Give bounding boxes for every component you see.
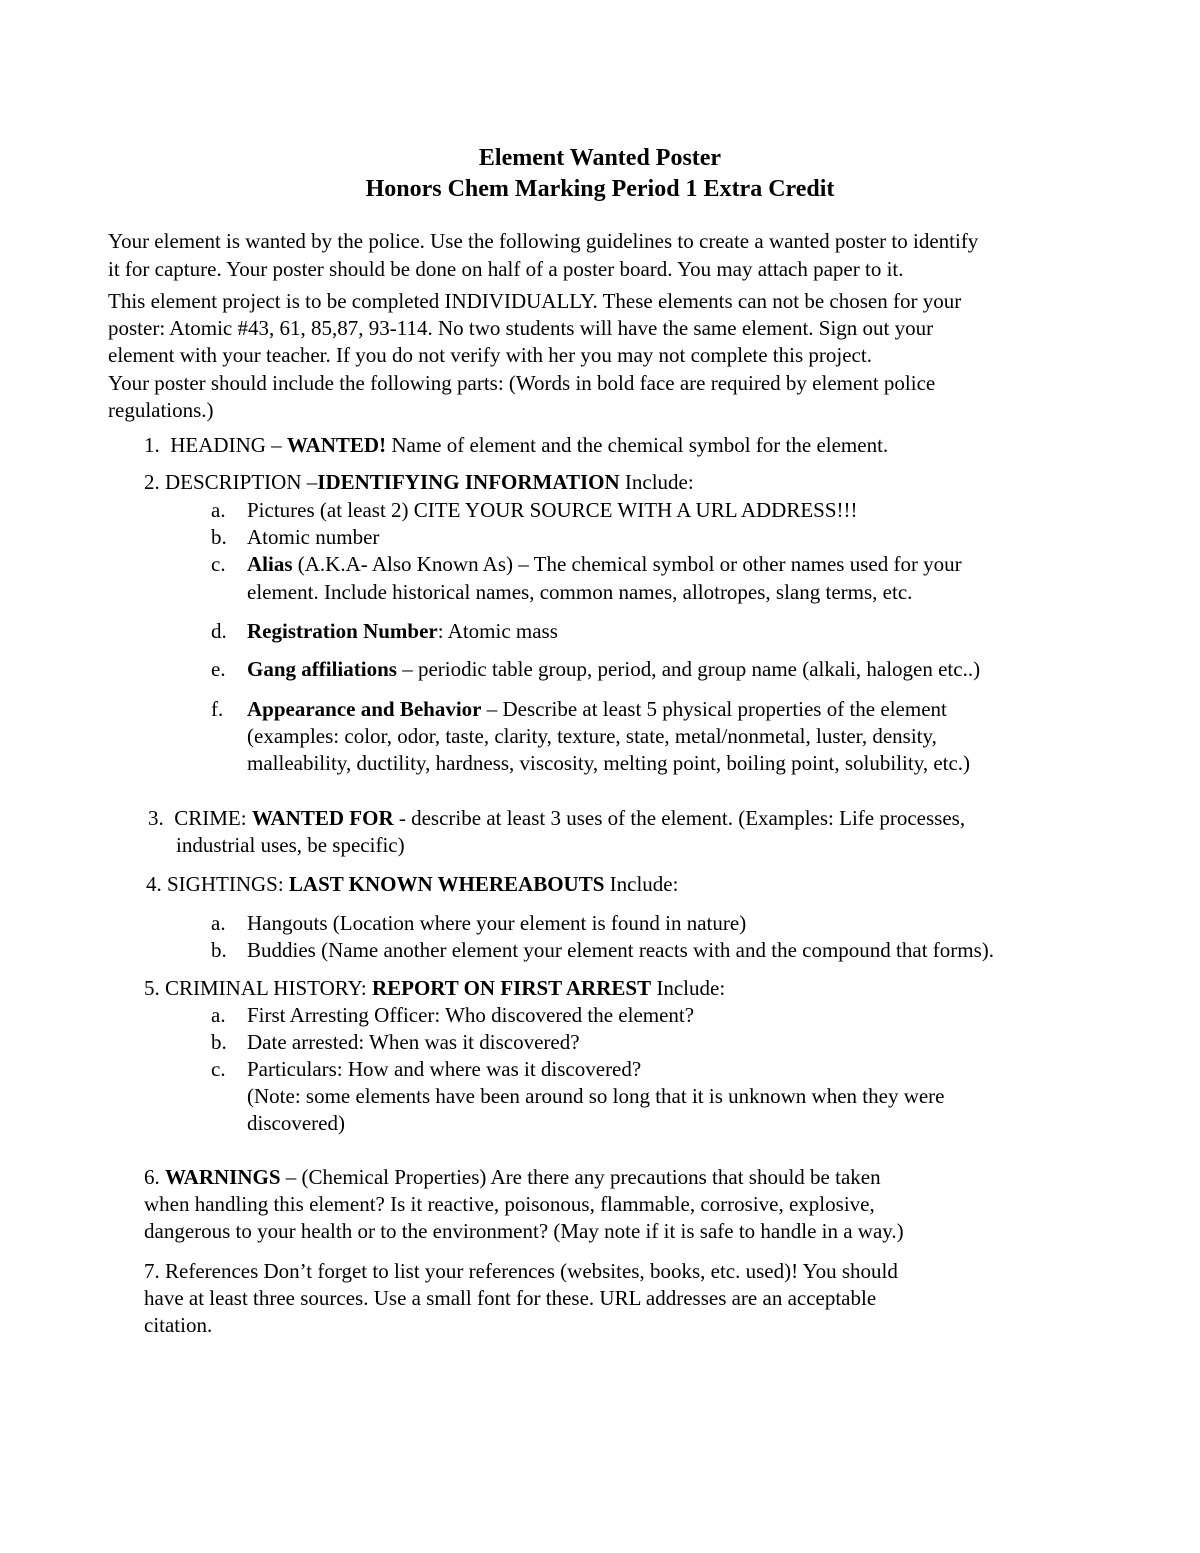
list-item-description bbox=[144, 469, 694, 496]
item-keyword: LAST KNOWN WHEREABOUTS bbox=[288, 872, 605, 896]
intro-text: poster: Atomic #43, 61, 85,87, 93-114. No two students will have the same element. Sign out your bbox=[108, 316, 934, 340]
sub-item-text bbox=[247, 696, 947, 723]
intro-text: regulations.) bbox=[108, 398, 214, 422]
item-keyword: IDENTIFYING INFORMATION bbox=[317, 470, 620, 494]
sub-item-detail: (A.K.A- Also Known As) – The chemical symbol or other names used for your bbox=[292, 552, 962, 576]
sub-item-keyword: Registration Number bbox=[247, 619, 438, 643]
sub-letter: c. bbox=[211, 1057, 226, 1081]
sub-item-continuation: (examples: color, odor, taste, clarity, texture, state, metal/nonmetal, luster, density, bbox=[247, 724, 937, 748]
sub-item-continuation: malleability, ductility, hardness, viscosity, melting point, boiling point, solubility, etc.) bbox=[247, 751, 971, 775]
list-number: 5. bbox=[144, 976, 160, 1000]
sub-letter: b. bbox=[211, 938, 227, 962]
sub-item-detail: : Atomic mass bbox=[437, 619, 558, 643]
item-label: SIGHTINGS: bbox=[167, 872, 289, 896]
list-item-heading bbox=[144, 432, 888, 459]
item-continuation: dangerous to your health or to the environment? (May note if it is safe to handle in a way.) bbox=[144, 1219, 904, 1243]
list-number: 4. bbox=[146, 872, 162, 896]
item-continuation: industrial uses, be specific) bbox=[176, 833, 405, 857]
item-label: DESCRIPTION – bbox=[165, 470, 318, 494]
sub-item-continuation: discovered) bbox=[247, 1111, 345, 1135]
sub-item-detail: – Describe at least 5 physical properties of the element bbox=[481, 697, 947, 721]
item-keyword: REPORT ON FIRST ARREST bbox=[371, 976, 652, 1000]
item-label: CRIME: bbox=[174, 806, 252, 830]
intro-text: Your poster should include the following parts: (Words in bold face are required by element police bbox=[108, 371, 936, 395]
item-text: Include: bbox=[604, 872, 679, 896]
item-label: CRIMINAL HISTORY: bbox=[165, 976, 372, 1000]
list-item-sightings bbox=[146, 871, 678, 898]
item-text: Include: bbox=[619, 470, 694, 494]
sub-item-text bbox=[247, 656, 980, 683]
sub-letter: b. bbox=[211, 525, 227, 549]
list-number: 6. bbox=[144, 1165, 160, 1189]
sub-item-text: Pictures (at least 2) CITE YOUR SOURCE WITH A URL ADDRESS!!! bbox=[247, 498, 858, 522]
item-keyword: WANTED FOR bbox=[251, 806, 394, 830]
sub-item-keyword: Appearance and Behavior bbox=[247, 697, 482, 721]
sub-letter: a. bbox=[211, 911, 226, 935]
sub-item-text: First Arresting Officer: Who discovered the element? bbox=[247, 1003, 695, 1027]
item-keyword: WARNINGS bbox=[165, 1165, 281, 1189]
sub-letter: e. bbox=[211, 657, 226, 681]
sub-letter: b. bbox=[211, 1030, 227, 1054]
intro-text: it for capture. Your poster should be done on half of a poster board. You may attach paper to it. bbox=[108, 257, 904, 281]
item-text: Include: bbox=[651, 976, 726, 1000]
sub-item-continuation: (Note: some elements have been around so long that it is unknown when they were bbox=[247, 1084, 945, 1108]
sub-letter: c. bbox=[211, 552, 226, 576]
list-item-criminal-history bbox=[144, 975, 725, 1002]
sub-item-continuation: element. Include historical names, common names, allotropes, slang terms, etc. bbox=[247, 580, 913, 604]
intro-text: element with your teacher. If you do not verify with her you may not complete this project. bbox=[108, 343, 872, 367]
item-continuation: have at least three sources. Use a small font for these. URL addresses are an acceptable bbox=[144, 1286, 877, 1310]
sub-item-text bbox=[247, 551, 962, 578]
sub-letter: f. bbox=[211, 697, 224, 721]
document-subtitle: Honors Chem Marking Period 1 Extra Credit bbox=[365, 176, 835, 202]
list-number: 1. bbox=[144, 433, 160, 457]
list-item-warnings bbox=[144, 1164, 881, 1191]
sub-item-keyword: Gang affiliations bbox=[247, 657, 397, 681]
list-number: 2. bbox=[144, 470, 160, 494]
list-item-crime bbox=[148, 805, 965, 832]
sub-letter: a. bbox=[211, 498, 226, 522]
sub-item-text bbox=[247, 618, 558, 645]
list-number: 3. bbox=[148, 806, 164, 830]
sub-item-text: Particulars: How and where was it discovered? bbox=[247, 1057, 642, 1081]
item-continuation: citation. bbox=[144, 1313, 213, 1337]
item-label: HEADING – bbox=[170, 433, 287, 457]
document-title: Element Wanted Poster bbox=[478, 145, 722, 171]
sub-letter: a. bbox=[211, 1003, 226, 1027]
sub-item-text: Atomic number bbox=[247, 525, 380, 549]
sub-item-text: Hangouts (Location where your element is found in nature) bbox=[247, 911, 747, 935]
list-item-references: 7. References Don’t forget to list your references (websites, books, etc. used)! You should bbox=[144, 1259, 898, 1283]
item-text: Name of element and the chemical symbol for the element. bbox=[386, 433, 889, 457]
item-text: – (Chemical Properties) Are there any precautions that should be taken bbox=[280, 1165, 881, 1189]
sub-letter: d. bbox=[211, 619, 227, 643]
sub-item-keyword: Alias bbox=[247, 552, 293, 576]
sub-item-detail: – periodic table group, period, and group name (alkali, halogen etc..) bbox=[396, 657, 981, 681]
sub-item-text: Date arrested: When was it discovered? bbox=[247, 1030, 580, 1054]
intro-text: Your element is wanted by the police. Use the following guidelines to create a wanted poster to identify bbox=[108, 229, 979, 253]
item-text: - describe at least 3 uses of the element. (Examples: Life processes, bbox=[393, 806, 966, 830]
item-continuation: when handling this element? Is it reactive, poisonous, flammable, corrosive, explosive, bbox=[144, 1192, 875, 1216]
intro-text: This element project is to be completed INDIVIDUALLY. These elements can not be chosen for your bbox=[108, 289, 962, 313]
sub-item-text: Buddies (Name another element your element reacts with and the compound that forms). bbox=[247, 938, 995, 962]
item-keyword: WANTED! bbox=[286, 433, 387, 457]
